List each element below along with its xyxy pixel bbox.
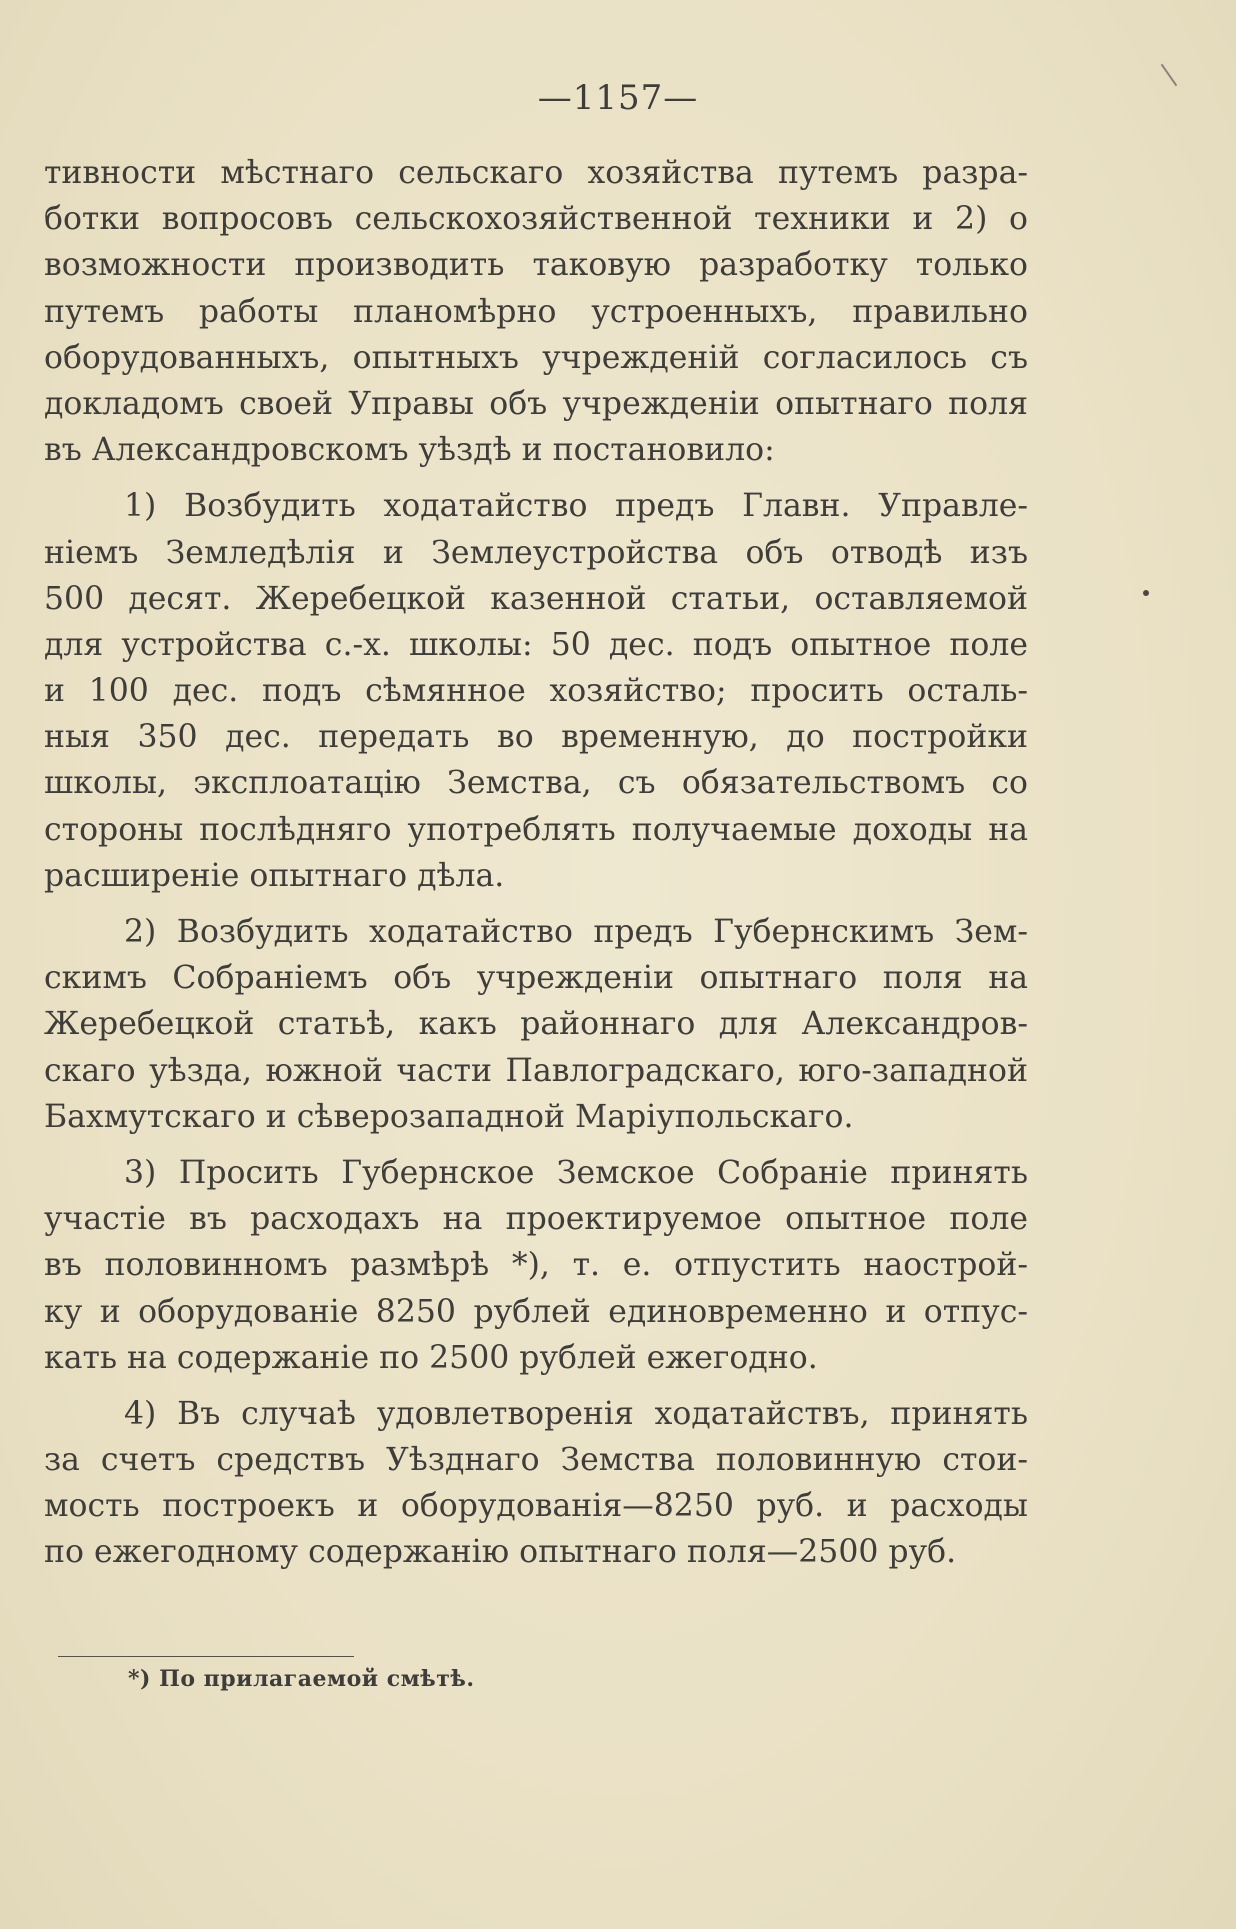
footnote: *) По прилагаемой смѣтѣ.	[128, 1666, 475, 1692]
text-line: стороны послѣдняго употреблять получаемые доходы на	[44, 811, 1028, 848]
text-line: и 100 дес. подъ сѣмянное хозяйство; просить осталь-	[44, 673, 1028, 710]
text-line: 4) Въ случаѣ удовлетворенія ходатайствъ, принять	[124, 1395, 1028, 1432]
text-line: участіе въ расходахъ на проектируемое опытное поле	[44, 1201, 1028, 1238]
page-number: —1157—	[537, 78, 699, 118]
text-line: Жеребецкой статьѣ, какъ районнаго для Александров-	[44, 1006, 1028, 1043]
ink-dot	[1143, 590, 1149, 596]
text-line: докладомъ своей Управы объ учрежденіи опытнаго поля	[44, 385, 1028, 422]
paragraph-intro	[44, 150, 1028, 473]
text-line: расширеніе опытнаго дѣла.	[44, 857, 505, 894]
paragraph-item-3	[44, 1150, 1028, 1381]
text-line: ботки вопросовъ сельскохозяйственной техники и 2) о	[44, 201, 1028, 238]
body-text	[44, 150, 1028, 1586]
text-line: школы, эксплоатацію Земства, съ обязательствомъ со	[44, 765, 1028, 802]
text-line: ныя 350 дес. передать во временную, до постройки	[44, 719, 1028, 756]
text-line: возможности производить таковую разработку только	[44, 247, 1028, 284]
text-line: путемъ работы планомѣрно устроенныхъ, правильно	[44, 293, 1028, 330]
text-line: въ Александровскомъ уѣздѣ и постановило:	[44, 432, 775, 469]
text-line: въ половинномъ размѣрѣ *), т. е. отпустить наострой-	[44, 1247, 1028, 1284]
text-line: тивности мѣстнаго сельскаго хозяйства путемъ разра-	[44, 155, 1028, 191]
text-line: Бахмутскаго и сѣверозападной Маріупольскаго.	[44, 1098, 854, 1135]
text-line: скимъ Собраніемъ объ учрежденіи опытнаго поля на	[44, 960, 1028, 997]
text-line: 3) Просить Губернское Земское Собраніе принять	[124, 1154, 1028, 1191]
text-line: 1) Возбудить ходатайство предъ Главн. Управле-	[124, 488, 1028, 525]
text-line: 2) Возбудить ходатайство предъ Губернскимъ Зем-	[124, 914, 1028, 950]
text-line: мость построекъ и оборудованія—8250 руб. и расходы	[44, 1488, 1028, 1525]
text-line: ніемъ Земледѣлія и Землеустройства объ отводѣ изъ	[44, 534, 1028, 571]
footnote-divider	[58, 1656, 354, 1657]
text-line: скаго уѣзда, южной части Павлоградскаго, юго-западной	[44, 1052, 1028, 1089]
text-line: ку и оборудованіе 8250 рублей единовременно и отпус-	[44, 1293, 1028, 1330]
text-line: по ежегодному содержанію опытнаго поля—2500 руб.	[44, 1534, 957, 1571]
paragraph-item-2	[44, 909, 1028, 1140]
paragraph-item-1	[44, 483, 1028, 899]
text-line: оборудованныхъ, опытныхъ учрежденій согласилось съ	[44, 339, 1028, 376]
text-line: 500 десят. Жеребецкой казенной статьи, оставляемой	[44, 580, 1028, 617]
paragraph-item-4	[44, 1391, 1028, 1576]
text-line: для устройства с.-х. школы: 50 дес. подъ опытное поле	[44, 626, 1028, 663]
text-line: за счетъ средствъ Уѣзднаго Земства половинную стои-	[44, 1442, 1028, 1479]
text-line: кать на содержаніе по 2500 рублей ежегодно.	[44, 1339, 818, 1376]
